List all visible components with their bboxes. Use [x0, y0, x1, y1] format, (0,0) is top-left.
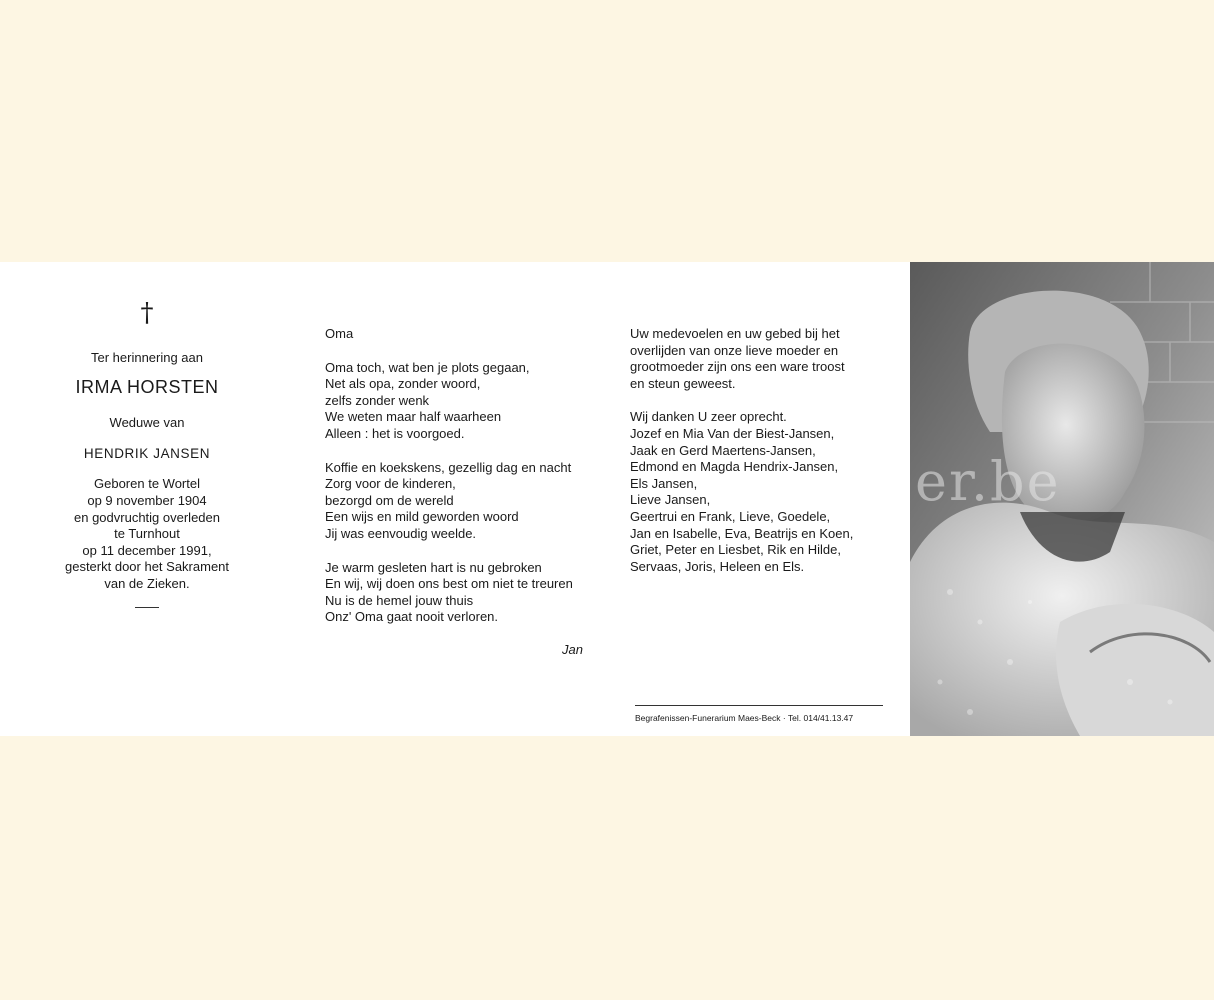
poem-line: Jij was eenvoudig weelde. [325, 525, 477, 541]
poem-line: Oma toch, wat ben je plots gegaan, [325, 359, 530, 375]
poem-line: Een wijs en mild geworden woord [325, 509, 519, 525]
family-line: Jozef en Mia Van der Biest-Jansen, [630, 425, 835, 441]
watermark-text: er.be [915, 450, 1061, 513]
detail-line: te Turnhout [114, 526, 180, 542]
family-line: Lieve Jansen, [630, 492, 711, 508]
poem-line: zelfs zonder wenk [325, 392, 430, 408]
family-line: Jaak en Gerd Maertens-Jansen, [630, 442, 816, 458]
detail-line: van de Zieken. [104, 575, 190, 591]
spouse-name: HENDRIK JANSEN [83, 445, 211, 461]
family-list [630, 409, 890, 575]
poem-line: Zorg voor de kinderen, [325, 476, 456, 492]
poem-stanza [325, 560, 595, 626]
divider [135, 607, 159, 608]
thanks-line: Wij danken U zeer oprecht. [630, 409, 787, 425]
detail-line: gesterkt door het Sakrament [64, 559, 230, 575]
cross-icon: † [140, 298, 154, 328]
poem-line: We weten maar half waarheen [325, 409, 502, 425]
poem-stanza [325, 460, 595, 543]
thanks-column [630, 326, 890, 575]
poem-line: En wij, wij doen ons best om niet te treuren [325, 576, 573, 592]
poem-stanza [325, 360, 595, 443]
family-line: Geertrui en Frank, Lieve, Goedele, [630, 508, 831, 524]
family-line: Griet, Peter en Liesbet, Rik en Hilde, [630, 542, 841, 558]
thanks-line: Uw medevoelen en uw gebed bij het [630, 326, 840, 341]
poem-line: bezorgd om de wereld [325, 492, 454, 508]
intro-text: Ter herinnering aan [90, 350, 204, 365]
poem-line: Net als opa, zonder woord, [325, 376, 481, 392]
poem-line: Nu is de hemel jouw thuis [325, 592, 474, 608]
thanks-line: en steun geweest. [630, 375, 736, 391]
thanks-paragraph [630, 326, 890, 392]
poem-column [325, 326, 595, 659]
widow-label: Weduwe van [109, 415, 185, 431]
detail-line: Geboren te Wortel [94, 476, 200, 492]
detail-line: op 11 december 1991, [82, 542, 212, 558]
life-details [40, 476, 254, 592]
poem-line: Koffie en koekskens, gezellig dag en nacht [325, 459, 572, 475]
memorial-column [40, 298, 254, 608]
funeral-home-footer: Begrafenissen-Funerarium Maes-Beck · Tel. 014/41.13.47 [635, 705, 883, 724]
poem-line: Je warm gesleten hart is nu gebroken [325, 559, 542, 575]
family-line: Edmond en Magda Hendrix-Jansen, [630, 459, 839, 475]
memorial-card [0, 262, 1214, 736]
detail-line: en godvruchtig overleden [74, 509, 220, 525]
detail-line: op 9 november 1904 [87, 492, 207, 508]
poem-title: Oma [325, 326, 354, 341]
family-line: Jan en Isabelle, Eva, Beatrijs en Koen, [630, 525, 854, 541]
thanks-line: overlijden van onze lieve moeder en [630, 342, 839, 358]
family-line: Els Jansen, [630, 475, 698, 491]
deceased-name: IRMA HORSTEN [75, 376, 219, 397]
family-line: Servaas, Joris, Heleen en Els. [630, 558, 805, 574]
poem-line: Alleen : het is voorgoed. [325, 425, 465, 441]
thanks-line: grootmoeder zijn ons een ware troost [630, 359, 845, 375]
poem-line: Onz' Oma gaat nooit verloren. [325, 609, 499, 625]
poem-signature: Jan [562, 641, 583, 657]
